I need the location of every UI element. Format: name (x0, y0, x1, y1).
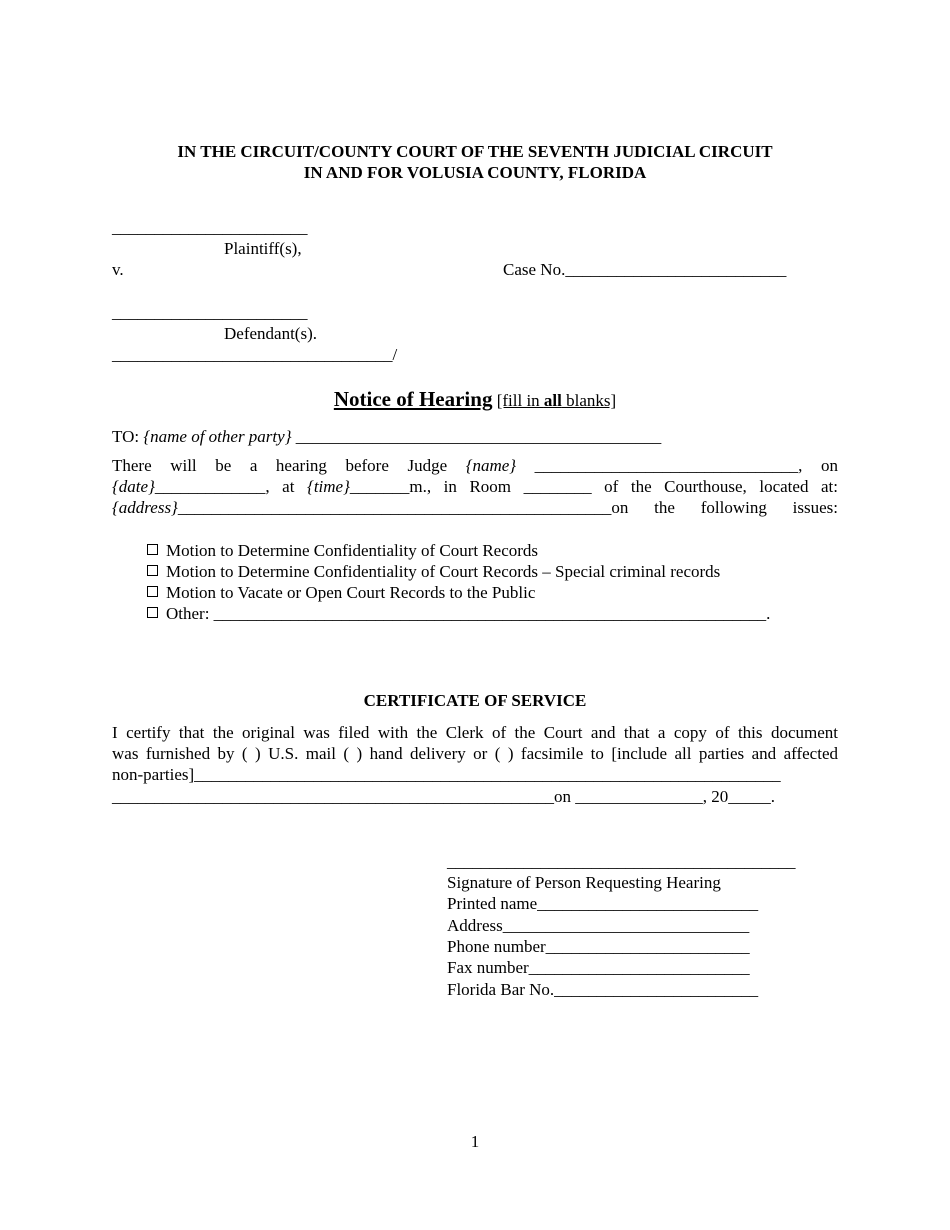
notice-title (0, 387, 950, 413)
to-line[interactable] (112, 426, 661, 447)
issue-label: Motion to Determine Confidentiality of Court Records (166, 541, 539, 560)
issue-item (147, 582, 535, 603)
defendant-label: Defendant(s). (224, 324, 317, 343)
court-header-line2: IN AND FOR VOLUSIA COUNTY, FLORIDA (303, 163, 647, 182)
address-field[interactable]: Address_____________________________ (447, 916, 750, 935)
checkbox[interactable] (147, 586, 158, 597)
defendant-blank[interactable]: _______________________ (112, 303, 308, 322)
certificate-line-1: I certify that the original was filed with the Clerk of the Court and that a copy of this document (112, 723, 838, 742)
notice-fill-instruction (497, 391, 616, 410)
checkbox[interactable] (147, 607, 158, 618)
date-blank[interactable]: _____________, at (154, 477, 308, 496)
fax-field[interactable]: Fax number__________________________ (447, 958, 750, 977)
judge-name-placeholder: {name} (465, 456, 517, 475)
signature-line[interactable]: _________________________________________ (447, 852, 796, 871)
judge-name-blank[interactable]: _______________________________, on (516, 456, 838, 475)
certificate-heading: CERTIFICATE OF SERVICE (363, 691, 587, 710)
case-number-field[interactable]: Case No.__________________________ (503, 260, 787, 279)
hearing-line-2 (112, 476, 838, 497)
fill-bold: all (543, 391, 562, 410)
hearing-text: There will be a hearing before Judge (112, 456, 466, 475)
court-header-line1: IN THE CIRCUIT/COUNTY COURT OF THE SEVENTH JUDICIAL CIRCUIT (177, 142, 773, 161)
issue-item (147, 540, 538, 561)
issue-item (147, 603, 770, 624)
notice-title-text: Notice of Hearing (333, 387, 493, 411)
certificate-line-2: was furnished by ( ) U.S. mail ( ) hand delivery or ( ) facsimile to [include all parties and affected (112, 744, 838, 763)
time-room-blank[interactable]: _______m., in Room ________ of the Courthouse, located at: (349, 477, 838, 496)
address-blank[interactable]: ___________________________________________________on the following issues: (177, 498, 838, 517)
fill-pre: [fill in (496, 391, 544, 410)
issue-item (147, 561, 720, 582)
plaintiff-blank[interactable]: _______________________ (112, 218, 308, 237)
certificate-line-4[interactable]: ____________________________________________________on _______________, 20_____. (112, 787, 775, 806)
versus-label: v. (112, 260, 124, 279)
checkbox[interactable] (147, 544, 158, 555)
to-label: TO: (112, 427, 144, 446)
issue-label: Motion to Vacate or Open Court Records to the Public (166, 583, 536, 602)
caption-closing-line: _________________________________/ (112, 345, 398, 364)
checkbox[interactable] (147, 565, 158, 576)
to-blank[interactable]: ___________________________________________ (291, 427, 662, 446)
certificate-line-3[interactable]: non-parties]_____________________________________________________________________ (112, 765, 781, 784)
time-placeholder: {time} (307, 477, 350, 496)
address-placeholder: {address} (112, 498, 178, 517)
issue-label-other[interactable]: Other: _________________________________________________________________. (166, 604, 771, 623)
printed-name-field[interactable]: Printed name__________________________ (447, 894, 759, 913)
signature-label: Signature of Person Requesting Hearing (447, 873, 721, 892)
issue-label: Motion to Determine Confidentiality of Court Records – Special criminal records (166, 562, 721, 581)
hearing-line-3 (112, 497, 838, 518)
to-placeholder: {name of other party} (143, 427, 292, 446)
phone-field[interactable]: Phone number________________________ (447, 937, 750, 956)
date-placeholder: {date} (112, 477, 155, 496)
hearing-line-1 (112, 455, 838, 476)
plaintiff-label: Plaintiff(s), (224, 239, 302, 258)
page-number: 1 (470, 1132, 480, 1151)
fill-post: blanks] (561, 391, 617, 410)
bar-number-field[interactable]: Florida Bar No.________________________ (447, 980, 759, 999)
